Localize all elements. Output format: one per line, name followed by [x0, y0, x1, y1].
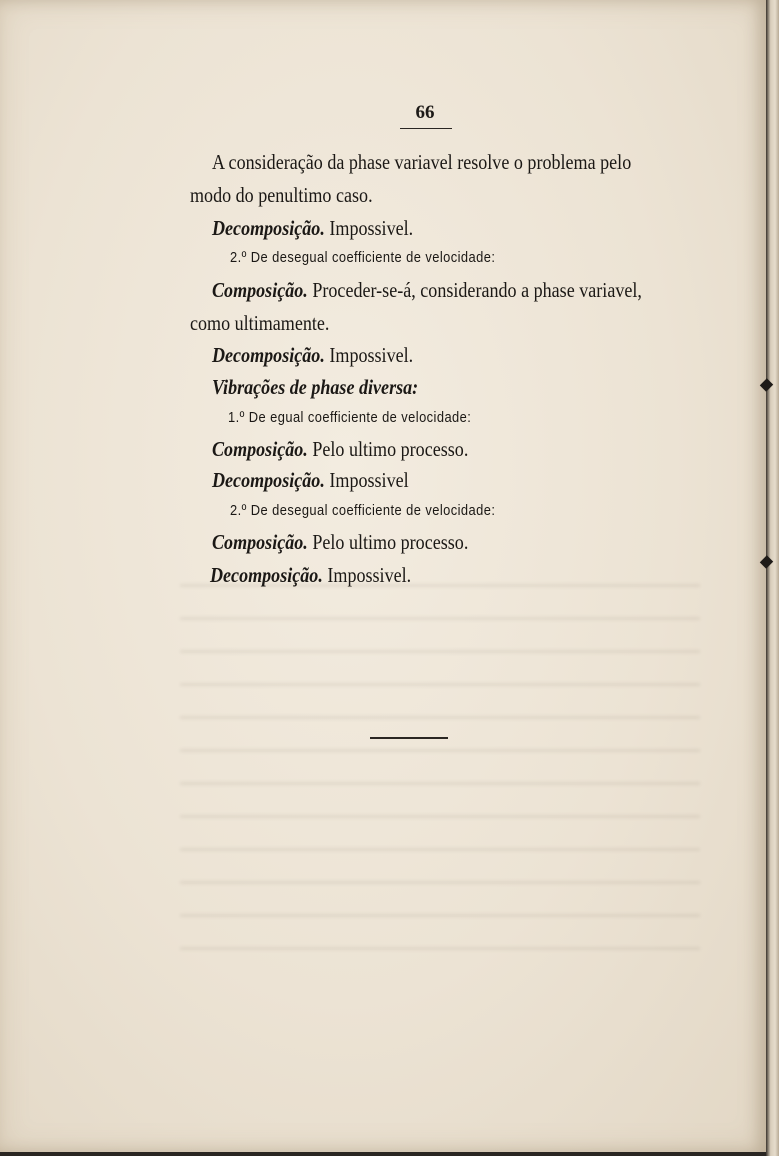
line-rest: Pelo ultimo processo.	[307, 437, 469, 461]
line-rest: Impossivel.	[324, 343, 414, 367]
line-heading: Composição.	[212, 278, 308, 302]
text-line-4: 2.º De desegual coefficiente de velocidade:	[230, 249, 496, 266]
text-line-1: A consideração da phase variavel resolve o problema pelo	[212, 150, 632, 174]
line-heading: Composição.	[212, 530, 308, 554]
text-line-5	[212, 278, 642, 303]
line-heading: Vibrações de phase diversa:	[212, 375, 419, 399]
text-line-13	[212, 530, 468, 555]
end-rule	[370, 737, 448, 739]
text-line-11	[212, 468, 409, 493]
line-rest: Impossivel	[324, 468, 409, 492]
text-line-6: como ultimamente.	[190, 311, 330, 335]
text-line-7	[212, 343, 413, 368]
text-line-14	[210, 563, 411, 588]
line-heading: Composição.	[212, 437, 308, 461]
line-rest: Pelo ultimo processo.	[307, 530, 469, 554]
line-rest: Proceder-se-á, considerando a phase variavel,	[307, 278, 642, 302]
line-heading: Decomposição.	[212, 343, 325, 367]
text-line-9: 1.º De egual coefficiente de velocidade:	[228, 409, 472, 426]
page-edge	[766, 0, 779, 1156]
line-heading: Decomposição.	[210, 563, 323, 587]
line-heading: Decomposição.	[212, 216, 325, 240]
line-rest: Impossivel.	[324, 216, 414, 240]
line-heading: Decomposição.	[212, 468, 325, 492]
page-number: 66	[415, 102, 435, 123]
page-number-rule	[400, 128, 452, 129]
text-line-8	[212, 375, 418, 400]
bleed-through-texture	[180, 560, 700, 980]
text-line-3	[212, 216, 413, 241]
line-rest: Impossivel.	[322, 563, 412, 587]
text-line-12: 2.º De desegual coefficiente de velocidade:	[230, 502, 496, 519]
text-line-10	[212, 437, 468, 462]
text-line-2: modo do penultimo caso.	[190, 183, 373, 207]
